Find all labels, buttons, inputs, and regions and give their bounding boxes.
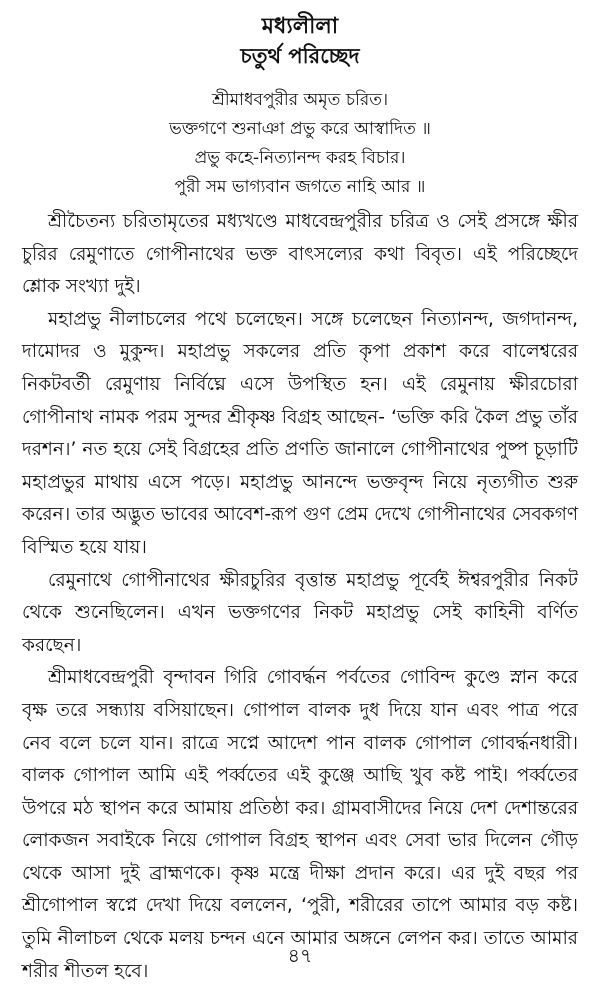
chapter-subtitle: চতুর্থ পরিচ্ছেদ <box>240 44 360 68</box>
section-title: মধ্যলীলা <box>261 14 339 39</box>
page-number: ৪৭ <box>287 945 313 967</box>
verse-line: ভক্তগণে শুনাঞা প্রভু করে আস্বাদিত ॥ <box>169 119 431 139</box>
paragraph: মহাপ্রভু নীলাচলের পথে চলেছেন। সঙ্গে চলেছেন নিত্যানন্দ, জগদানন্দ, দামোদর ও মুকুন্দ। মহাপ্রভু সকলের প্রতি কৃপা প্রকাশ করে বালেশ্বরের নিকটবর্তী রেমুণায় নির্বিঘ্নে এসে উপস্থিত হন। এই রেমুনায় ক্ষীরচোরা গোপীনাথ নামক পরম সুন্দর শ্রীকৃষ্ণ বিগ্রহ আছেন- ‘ভক্তি করি কৈল প্রভু তাঁর দরশন।’ নত হয়ে সেই বিগ্রহের প্রতি প্রণতি জানালে গোপীনাথের পুষ্প চূড়াটি মহাপ্রভুর মাথায় এসে পড়ে। মহাপ্রভু আনন্দে ভক্তবৃন্দ নিয়ে নৃত্যগীত শুরু করেন। তার অদ্ভুত ভাবের আবেশ-রূপ গুণ প্রেম দেখে গোপীনাথের সেবকগণ বিস্মিত হয়ে যায়। <box>22 308 578 558</box>
paragraph: রেমুনাথে গোপীনাথের ক্ষীরচুরির বৃত্তান্ত মহাপ্রভু পূর্বেই ঈশ্বরপুরীর নিকট থেকে শুনেছিলেন। এখন ভক্তগণের নিকট মহাপ্রভু সেই কাহিনী বর্ণিত করছেন। <box>22 569 578 656</box>
verse-line: পুরী সম ভাগ্যবান জগতে নাহি আর ॥ <box>174 177 426 197</box>
verse-line: শ্রীমাধবপুরীর অমৃত চরিত। <box>211 90 389 110</box>
verse-block <box>22 86 578 202</box>
verse-line: প্রভু কহে-নিত্যানন্দ করহ বিচার। <box>194 148 406 168</box>
paragraph: শ্রীমাধবেন্দ্রপুরী বৃন্দাবন গিরি গোবর্দ্ধন পর্বতের গোবিন্দ কুণ্ডে স্নান করে বৃক্ষ তরে সন্ধ্যায় বসিয়াছেন। গোপাল বালক দুধ দিয়ে যান এবং পাত্র পরে নেব বলে চলে যান। রাত্রে সপ্নে আদেশ পান বালক গোপাল গোবর্দ্ধনধারী। বালক গোপাল আমি এই পর্ব্বতের এই কুঞ্জে আছি খুব কষ্ট পাই। পর্ব্বতের উপরে মঠ স্থাপন করে আমায় প্রতিষ্ঠা কর। গ্রামবাসীদের নিয়ে দেশ দেশান্তরের লোকজন সবাইকে নিয়ে গোপাল বিগ্রহ স্থাপন এবং সেবা ভার দিলেন গৌড় থেকে আসা দুই ব্রাহ্মণকে। কৃষ্ণ মন্ত্রে দীক্ষা প্রদান করে। এর দুই বছর পর শ্রীগোপাল স্বপ্নে দেখা দিয়ে বললেন, ‘পুরী, শরীরের তাপে আমার বড় কষ্ট। তুমি নীলাচল থেকে মলয় চন্দন এনে আমার অঙ্গনে লেপন কর। তাতে আমার শরীর শীতল হবে। <box>22 667 578 982</box>
paragraph: শ্রীচৈতন্য চরিতামৃতের মধ্যখণ্ডে মাধবেন্দ্রপুরীর চরিত্র ও সেই প্রসঙ্গে ক্ষীর চুরির রেমুণাতে গোপীনাথের ভক্ত বাৎসল্যের কথা বিবৃত। এই পরিচ্ছেদে শ্লোক সংখ্যা দুই। <box>22 211 578 298</box>
body-text <box>22 206 578 988</box>
chapter-header <box>22 0 578 70</box>
